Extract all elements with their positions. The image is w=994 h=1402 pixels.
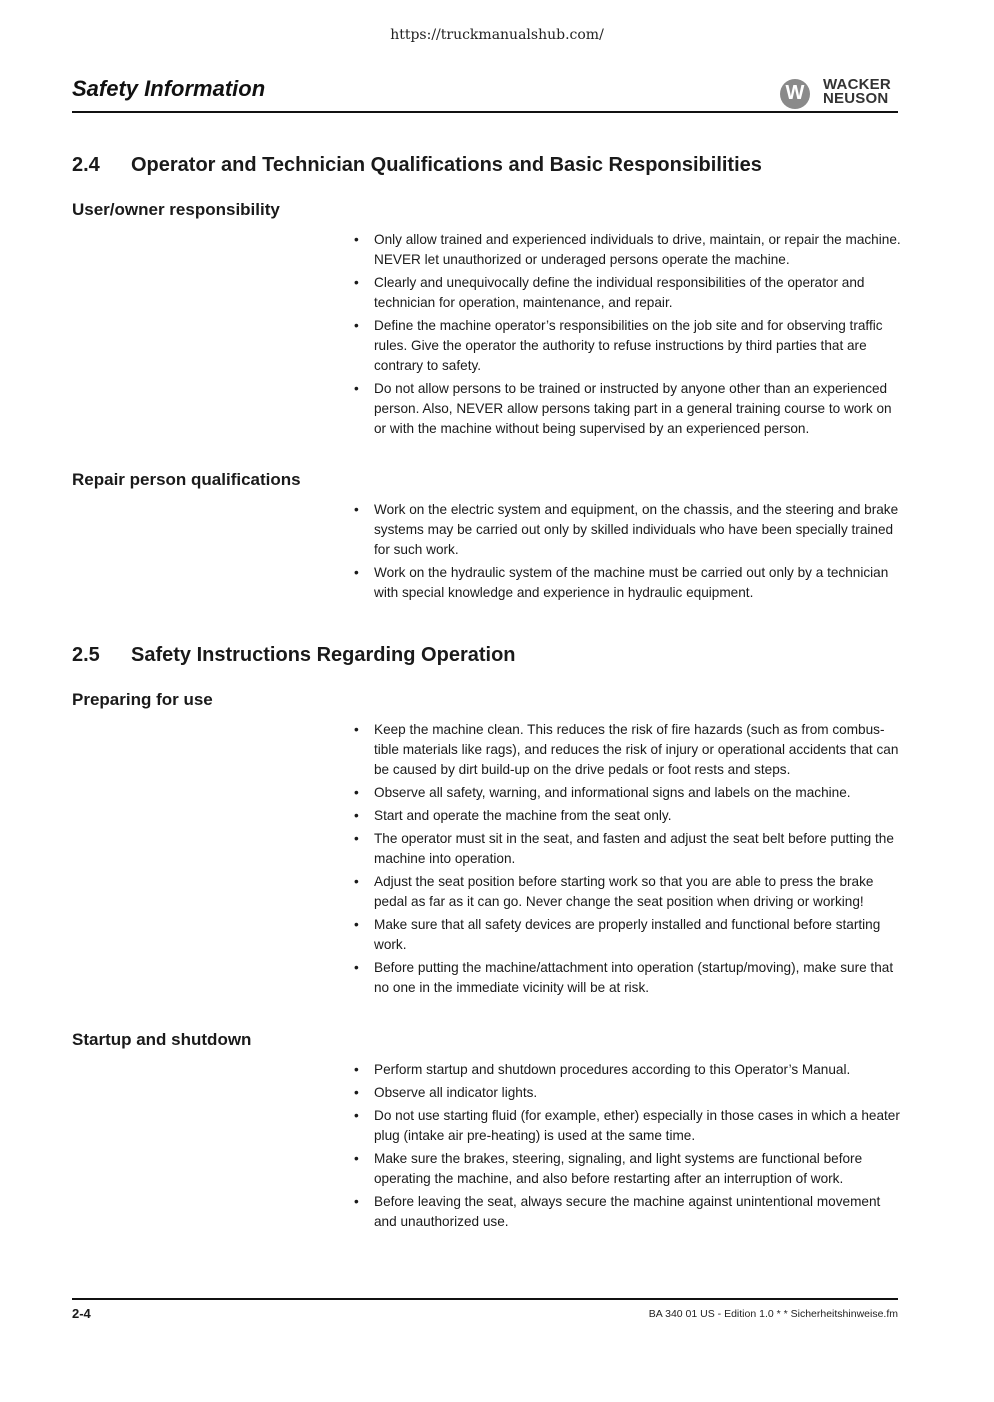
list-item: • Do not allow persons to be trained or instructed by anyone other than an experienced person. Also, NEVER allow persons taking part in a general training course to work on or with the machine without being supervised by an experienced person. xyxy=(354,379,902,439)
logo-mark-icon xyxy=(780,79,810,109)
list-item: • Before leaving the seat, always secure the machine against unintentional movement and unauthorized use. xyxy=(354,1192,902,1232)
bullet-list-repair-person-qualifications xyxy=(354,500,902,606)
list-item: • The operator must sit in the seat, and fasten and adjust the seat belt before putting the machine into operation. xyxy=(354,829,902,869)
list-item: • Work on the electric system and equipment, on the chassis, and the steering and brake systems may be carried out only by skilled individuals who have been specially trained for such work. xyxy=(354,500,902,560)
bullet-list-user-owner-responsibility xyxy=(354,230,902,442)
section-number: 2.5 xyxy=(72,644,100,666)
subsection-heading-user-owner-responsibility: User/owner responsibility xyxy=(72,200,280,219)
list-item: • Make sure that all safety devices are properly installed and functional before starting work. xyxy=(354,915,902,955)
list-item: • Only allow trained and experienced individuals to drive, maintain, or repair the machine. NEVER let unauthorized or underaged persons operate the machine. xyxy=(354,230,902,270)
list-item: • Perform startup and shutdown procedures according to this Operator’s Manual. xyxy=(354,1060,902,1080)
logo-wordmark xyxy=(823,78,891,106)
subsection-heading-repair-person-qualifications: Repair person qualifications xyxy=(72,470,301,489)
page-number: 2-4 xyxy=(72,1306,91,1321)
wacker-neuson-logo xyxy=(778,76,902,110)
subsection-heading-startup-and-shutdown: Startup and shutdown xyxy=(72,1030,252,1049)
list-item: • Observe all safety, warning, and informational signs and labels on the machine. xyxy=(354,783,902,803)
list-item: • Before putting the machine/attachment into operation (startup/moving), make sure that no one in the immediate vicinity will be at risk. xyxy=(354,958,902,998)
logo-line-1: WACKER xyxy=(823,76,891,93)
subsection-heading-preparing-for-use: Preparing for use xyxy=(72,690,213,709)
document-reference: BA 340 01 US - Edition 1.0 * * Sicherheitshinweise.fm xyxy=(648,1308,898,1320)
section-number: 2.4 xyxy=(72,154,100,176)
section-title: Safety Instructions Regarding Operation xyxy=(131,644,516,666)
page-header-title: Safety Information xyxy=(72,76,266,101)
list-item: • Make sure the brakes, steering, signaling, and light systems are functional before operating the machine, and also before restarting after an interruption of work. xyxy=(354,1149,902,1189)
list-item: • Work on the hydraulic system of the machine must be carried out only by a technician with special knowledge and experience in hydraulic equipment. xyxy=(354,563,902,603)
bullet-list-preparing-for-use xyxy=(354,720,902,1001)
list-item: • Do not use starting fluid (for example, ether) especially in those cases in which a heater plug (intake air pre-heating) is used at the same time. xyxy=(354,1106,902,1146)
section-title: Operator and Technician Qualifications and Basic Responsibilities xyxy=(131,154,762,176)
bullet-list-startup-and-shutdown xyxy=(354,1060,902,1235)
list-item: • Define the machine operator’s responsibilities on the job site and for observing traffic rules. Give the operator the authority to refuse instructions by third parties that are contrary to safety. xyxy=(354,316,902,376)
footer-divider xyxy=(72,1298,898,1300)
section-heading-2-5 xyxy=(72,644,516,667)
source-url[interactable]: https://truckmanualshub.com/ xyxy=(390,27,604,43)
list-item: • Adjust the seat position before starting work so that you are able to press the brake pedal as far as it can go. Never change the seat position when driving or working! xyxy=(354,872,902,912)
section-heading-2-4 xyxy=(72,154,762,177)
list-item: • Observe all indicator lights. xyxy=(354,1083,902,1103)
logo-line-2: NEUSON xyxy=(823,90,889,107)
list-item: • Keep the machine clean. This reduces the risk of fire hazards (such as from combus-tible materials like rags), and reduces the risk of injury or operational accidents that can be caused by dirt build-up on the drive pedals or foot rests and steps. xyxy=(354,720,902,780)
logo-mark-letter: W xyxy=(785,82,805,104)
list-item: • Start and operate the machine from the seat only. xyxy=(354,806,902,826)
header-divider xyxy=(72,111,898,113)
list-item: • Clearly and unequivocally define the individual responsibilities of the operator and technician for operation, maintenance, and repair. xyxy=(354,273,902,313)
